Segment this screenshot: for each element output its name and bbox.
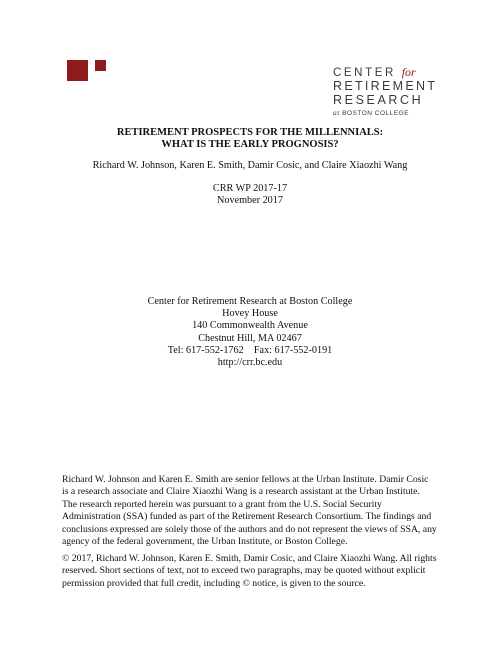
paper-title (0, 127, 500, 151)
working-paper-info (0, 183, 500, 207)
disclaimer-line: is a research associate and Claire Xiaozhi Wang is a research assistant at the Urban Institute. (62, 486, 420, 498)
logo-line-center: CENTER for (333, 65, 416, 79)
copyright-line: permission provided that full credit, including © notice, is given to the source. (62, 577, 366, 589)
contact-address (0, 296, 500, 369)
address-org: Center for Retirement Research at Boston College (147, 296, 353, 307)
author-list: Richard W. Johnson, Karen E. Smith, Damir Cosic, and Claire Xiaozhi Wang (92, 160, 408, 171)
disclaimer-line: Administration (SSA) funded as part of the Retirement Research Consortium. The findings and (62, 511, 432, 523)
working-paper-date: November 2017 (217, 195, 283, 206)
copyright-line: reserved. Short sections of text, not to exceed two paragraphs, may be quoted without explicit (62, 565, 426, 577)
logo-line-boston-college: at BOSTON COLLEGE (333, 108, 409, 117)
disclaimer-line: The research reported herein was pursuant to a grant from the U.S. Social Security (62, 498, 382, 510)
logo-square-large (67, 60, 88, 81)
logo-square-small (95, 60, 106, 71)
working-paper-number: CRR WP 2017-17 (212, 183, 288, 194)
address-city: Chestnut Hill, MA 02467 (198, 332, 302, 344)
title-line-1: RETIREMENT PROSPECTS FOR THE MILLENNIALS: (116, 127, 384, 138)
copyright-paragraph (62, 553, 454, 590)
title-line-2: WHAT IS THE EARLY PROGNOSIS? (161, 139, 339, 150)
copyright-line: © 2017, Richard W. Johnson, Karen E. Smith, Damir Cosic, and Claire Xiaozhi Wang. All rights (62, 553, 437, 564)
disclaimer-line: agency of the federal government, the Urban Institute, or Boston College. (62, 536, 348, 548)
address-phone-fax: Tel: 617-552-1762 Fax: 617-552-0191 (167, 344, 333, 356)
disclaimer-line: Richard W. Johnson and Karen E. Smith are senior fellows at the Urban Institute. Damir Cosic (62, 474, 429, 485)
logo-line-research: RESEARCH (333, 93, 424, 107)
disclaimer-paragraph (62, 474, 454, 548)
address-street: 140 Commonwealth Avenue (192, 320, 308, 332)
logo-line-retirement: RETIREMENT (333, 79, 438, 93)
address-url[interactable]: http://crr.bc.edu (217, 357, 283, 369)
disclaimer-line: conclusions expressed are solely those of the authors and do not represent the views of SSA, any (62, 523, 437, 535)
address-building: Hovey House (222, 308, 278, 320)
